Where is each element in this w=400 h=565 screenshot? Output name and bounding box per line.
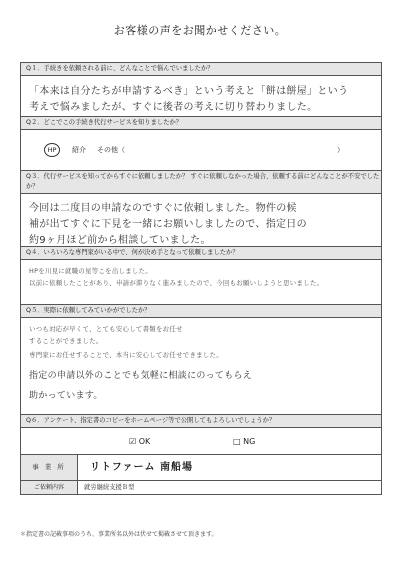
q6-options	[21, 428, 381, 455]
q5-question: Q５．実際に依頼してみていかがでしたか？	[21, 305, 381, 318]
q5-answer-line: いつも対応が早くて、とても安心して書類をお任せ	[29, 325, 183, 333]
business-row	[21, 455, 381, 481]
q5-answer-line: することができました。	[29, 337, 103, 345]
q5-answer-line: 専門家にお任せすることで、本当に安心してお任せできました。	[29, 351, 223, 359]
q5-answer-line: 指定の申請以外のことでも気軽に相談にのってもらえ	[29, 371, 253, 381]
service-value: 就労継続支援Ｂ型	[84, 484, 135, 491]
q5-answer	[21, 318, 381, 415]
footnote: ＊指定書の記載事項のうち、事業所名以外は伏せて掲載させて頂きます。	[20, 531, 218, 538]
service-label: ご依頼内容	[21, 481, 78, 494]
q4-answer-line: 以前に依頼したことがあり、申請が滞りなく進みましたので、今回もお願いしようと思いました。	[29, 279, 324, 287]
q3-answer-line: 約9ヶ月ほど前から相談していました。	[29, 235, 211, 246]
q1-answer	[21, 76, 381, 117]
q2-options	[21, 130, 381, 171]
business-name: リトファーム 南船場	[90, 462, 193, 473]
q1-answer-line: 「本来は自分たちが申請するべき」という考えと「餅は餅屋」という	[29, 86, 349, 97]
page-title: お客様の声をお聞かせください。	[113, 24, 287, 37]
q4-answer-line: HPを川見に就職の星等こを出しました。	[29, 267, 152, 275]
service-row	[21, 481, 381, 494]
q2-question: Q２．どこでこの手続き代行サービスを知りましたか？	[21, 117, 381, 130]
q3-answer	[21, 194, 381, 247]
other-option-close: ）	[337, 146, 344, 154]
q3-answer-line: 補が出てすぐに下見を一緒にお願いしましたので、指定日の	[29, 219, 307, 230]
q1-question: Q１．手続きを依頼される前に、どんなことで悩んでいましたか？	[21, 63, 381, 76]
ng-checkbox: □ NG	[233, 437, 256, 446]
q4-answer	[21, 260, 381, 305]
survey-form	[20, 62, 382, 495]
ok-checkbox: ☑ OK	[129, 437, 151, 446]
q6-question: Q６．アンケート、指定書のコピーをホームページ等で公開してもよろしいでしょうか？	[21, 415, 381, 428]
q4-question: Q４．いろいろな専門家がいる中で、何が決め手となって依頼しましたか？	[21, 247, 381, 260]
hp-option-circled: HP	[44, 143, 60, 157]
intro-option: 紹介	[72, 146, 86, 154]
q3-answer-line: 今回は二度目の申請なのですぐに依頼しました。物件の候	[29, 203, 297, 214]
q1-answer-line: 考えで悩みましたが、すぐに後者の考えに切り替わりました。	[29, 102, 318, 113]
q3-question: Q３．代行サービスを知ってからすぐに依頼しましたか？ すぐに依頼しなかった場合、依頼する前にどんなことが不安でしたか？	[21, 171, 381, 194]
q5-answer-line: 助かっています。	[29, 391, 103, 401]
business-label: 事 業 所	[21, 455, 78, 480]
other-option: その他（	[97, 146, 125, 154]
